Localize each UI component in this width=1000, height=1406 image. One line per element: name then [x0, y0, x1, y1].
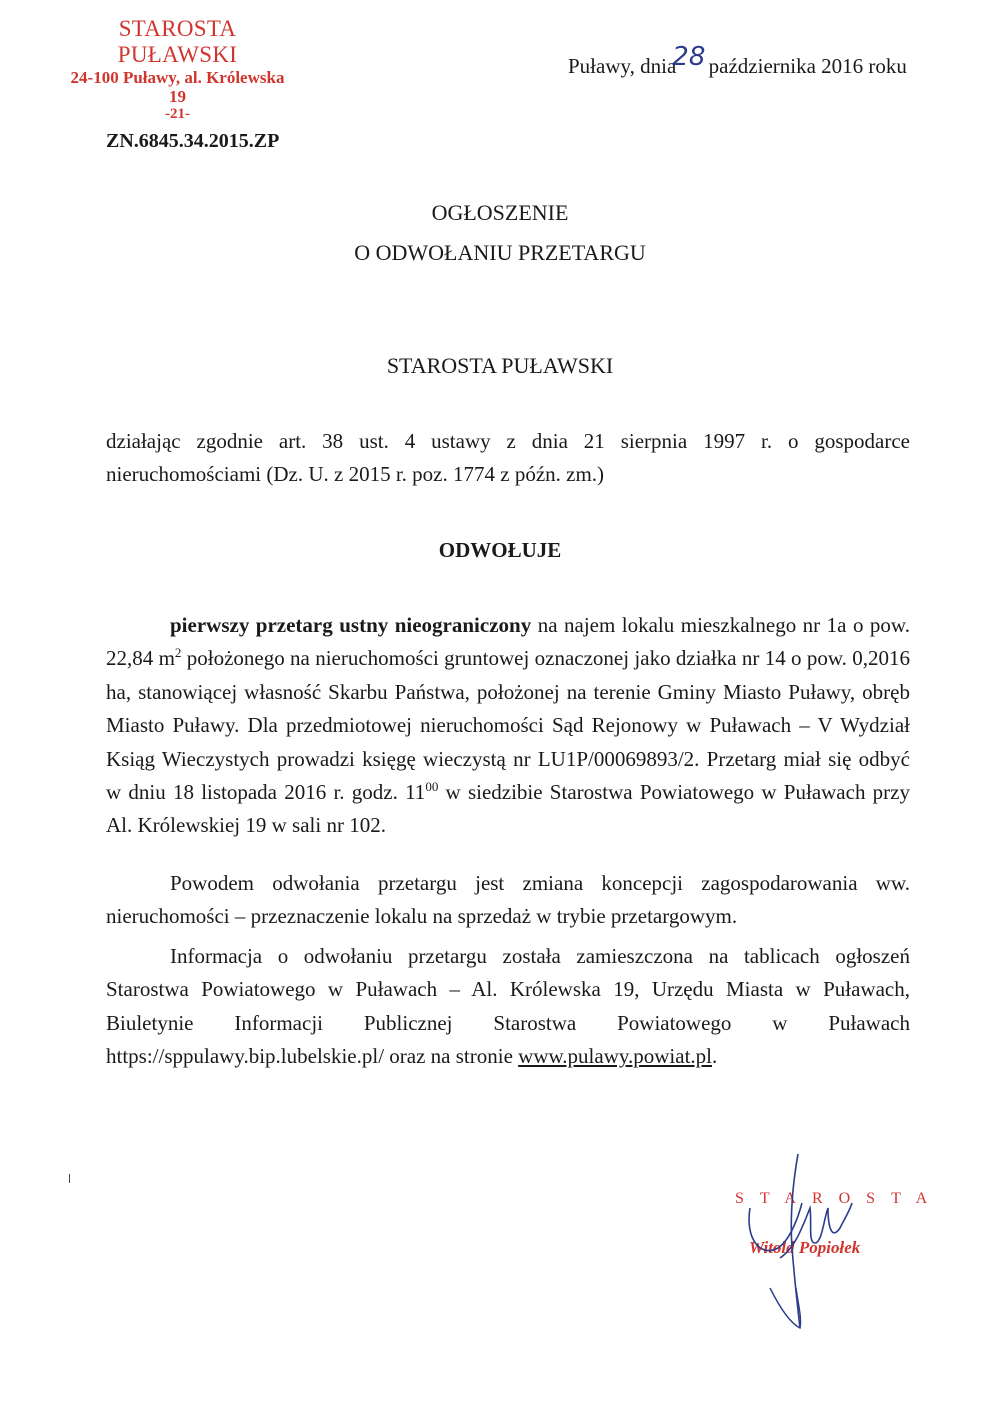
reason-text: Powodem odwołania przetargu jest zmiana koncepcji zagospodarowania ww. nieruchomości – przeznaczenie lokalu na sprzedaż w trybie przetargowym.	[106, 871, 910, 929]
office-stamp	[60, 16, 295, 122]
signature-stamp-name: Witold Popiołek	[749, 1238, 861, 1257]
reason-paragraph	[106, 867, 910, 934]
handwritten-day: 28	[672, 42, 706, 72]
information-end: .	[712, 1044, 718, 1069]
stamp-number: -21-	[165, 105, 190, 122]
date-line	[568, 42, 907, 80]
document-title: OGŁOSZENIE	[431, 200, 569, 225]
tender-text-b: położonego na nieruchomości gruntowej oznaczonej jako działka nr 14 o pow. 0,2016 ha, stanowiącej własność Skarbu Państwa, położonej na terenie Gminy Miasto Puławy, obręb Miasto Puławy. Dla przedmiotowej nieruchomości Sąd Rejonowy w Puławach – V Wydział Ksiąg Wieczystych prowadzi księgę wieczystą nr LU1P/00069893/2. Przetarg miał się odbyć w dniu 18 listopada 2016 r. godz. 11	[106, 646, 910, 805]
stamp-office-name: STAROSTA PUŁAWSKI	[117, 16, 238, 67]
tender-text-a: na najem lokalu mieszkalnego nr 1a o pow. 22,84 m	[106, 613, 910, 671]
handwritten-signature	[740, 1148, 890, 1338]
decision-heading: ODWOŁUJE	[438, 538, 562, 562]
tender-details-paragraph	[106, 609, 910, 843]
information-text: Informacja o odwołaniu przetargu została zamieszczona na tablicach ogłoszeń Starostwa Powiatowego w Puławach – Al. Królewska 19, Urzędu Miasta w Puławach, Biuletynie Informacji Publicznej Starostwa Powiatowego w Puławach https://sppulawy.bip.lubelskie.pl/ oraz na stronie	[106, 944, 910, 1069]
issuing-authority: STAROSTA PUŁAWSKI	[386, 353, 614, 378]
signature-stamp-title: STAROSTA	[735, 1190, 944, 1207]
date-prefix: Puławy, dnia	[568, 54, 677, 78]
website-link[interactable]: www.pulawy.powiat.pl	[518, 1044, 712, 1069]
reference-number: ZN.6845.34.2015.ZP	[106, 130, 280, 152]
legal-basis-paragraph: działając zgodnie art. 38 ust. 4 ustawy z dnia 21 sierpnia 1997 r. o gospodarce nieruchomościami (Dz. U. z 2015 r. poz. 1774 z późn. zm.)	[106, 429, 910, 487]
information-paragraph	[106, 940, 910, 1074]
area-unit-superscript: 2	[174, 645, 182, 661]
margin-mark	[69, 1174, 70, 1183]
tender-text-c: w siedzibie Starostwa Powiatowego w Puławach przy Al. Królewskiej 19 w sali nr 102.	[106, 780, 910, 838]
stamp-address: 24-100 Puławy, al. Królewska 19	[70, 67, 285, 106]
date-suffix: października 2016 roku	[708, 54, 907, 78]
document-subtitle: O ODWOŁANIU PRZETARGU	[354, 240, 646, 265]
tender-type: pierwszy przetarg ustny nieograniczony	[170, 613, 532, 637]
time-superscript: 00	[425, 779, 439, 795]
